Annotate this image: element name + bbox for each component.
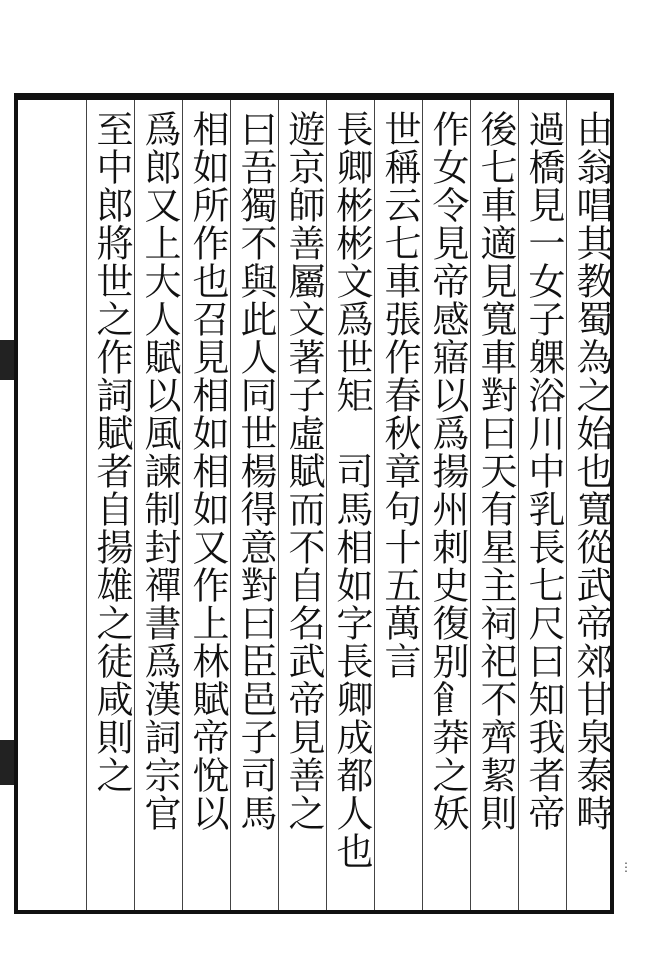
text-column-5: 世稱云七車張作春秋章句十五萬言 — [378, 110, 421, 680]
text-column-8: 曰吾獨不與此人同世楊得意對曰臣邑子司馬 — [234, 110, 277, 832]
page-frame-left — [14, 93, 18, 914]
page-frame-bottom — [14, 910, 614, 914]
text-column-1: 由翁唱其教蜀為之始也寬從武帝郊甘泉泰畤 — [570, 110, 613, 832]
edge-specks: ⋮ — [620, 860, 632, 874]
text-column-7: 遊京師善屬文著子虛賦而不自名武帝見善之 — [282, 110, 325, 832]
text-column-9: 相如所作也召見相如相如又作上林賦帝悅以 — [186, 110, 229, 832]
binding-edge-mark — [0, 740, 14, 785]
text-column-10: 爲郎又上大人賦以風諫制封禪書爲漢詞宗官 — [138, 110, 181, 832]
text-column-4: 作女令見帝感寤以爲揚州刺史復别𩙿莽之妖 — [426, 110, 469, 832]
text-column-3: 後七車適見寬車對曰天有星主祠祀不齊絜則 — [474, 110, 517, 832]
text-column-11: 至中郎將世之作詞賦者自揚雄之徒咸則之 — [90, 110, 133, 794]
text-column-6: 長卿彬彬文爲世矩 司馬相如字長卿成都人也 — [330, 110, 373, 870]
text-column-2: 過橋見一女子躶浴川中乳長七尺曰知我者帝 — [522, 110, 565, 832]
binding-edge-mark — [0, 340, 14, 380]
page-frame-top — [14, 93, 614, 100]
